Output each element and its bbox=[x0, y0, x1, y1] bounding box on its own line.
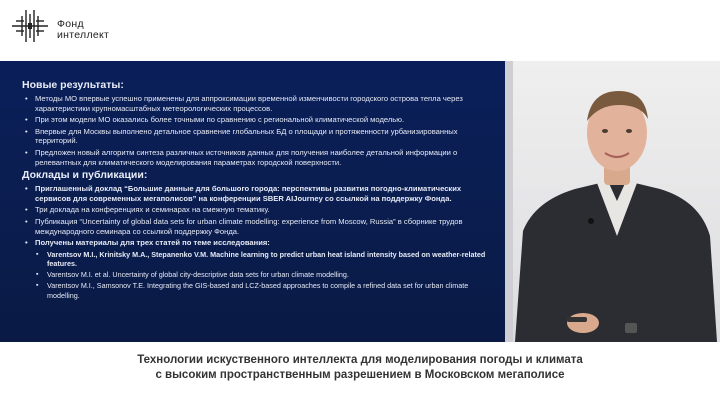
paper-sub-bullet: ▪ Varentsov M.I. et al. Uncertainty of global city-descriptive data sets for urban climate modelling. bbox=[22, 270, 493, 279]
caption-line-2: с высоким пространственным разрешением в Московском мегаполисе bbox=[155, 369, 565, 381]
presentation-slide bbox=[0, 61, 505, 342]
report-bullet: • Публикация “Uncertainty of global data sets for urban climate modelling: experience from Moscow, Russia” в сборнике трудов международного семинара со ссылкой поддержку Фонда. bbox=[22, 217, 493, 236]
section-title-reports: Доклады и публикации: bbox=[22, 169, 148, 182]
report-bullet: • Приглашенный доклад “Большие данные для большого города: перспективы развития погодно-климатических сервисов для современных мегаполисов” на конференции SBER AIJourney со ссылкой на поддержку Фонда. bbox=[22, 184, 493, 203]
paper-sub-bullet: ▪ Varentsov M.I., Samsonov T.E. Integrating the GIS-based and LCZ-based approaches to compile a refined data set for urban climate modelling. bbox=[22, 281, 493, 299]
logo-line-2: интеллект bbox=[57, 29, 110, 41]
result-bullet: • Методы МО впервые успешно применены для аппроксимации временной изменчивости городского острова тепла через характеристики крупномасштабных метеорологических процессов. bbox=[22, 94, 493, 113]
report-bullet: • Получены материалы для трех статей по теме исследования: bbox=[22, 238, 493, 248]
logo-line-1: Фонд bbox=[57, 18, 84, 30]
result-bullet: • Впервые для Москвы выполнено детальное сравнение глобальных БД о площади и протяженности урбанизированных территорий. bbox=[22, 127, 493, 146]
logo-emblem-icon bbox=[10, 6, 50, 46]
presenter-figure bbox=[505, 61, 720, 342]
presenter-video bbox=[505, 61, 720, 342]
logo-wordmark bbox=[57, 19, 109, 41]
video-frame bbox=[0, 61, 720, 342]
report-bullet: • Три доклада на конференциях и семинарах на смежную тематику. bbox=[22, 205, 493, 215]
paper-sub-bullet: ▪ Varentsov M.I., Krinitsky M.A., Stepanenko V.M. Machine learning to predict urban heat island intensity based on weather-related features. bbox=[22, 250, 493, 268]
result-bullet: • При этом модели МО оказались более точными по сравнению с региональной климатической моделью. bbox=[22, 115, 493, 125]
caption-line-1: Технологии искуственного интеллекта для моделирования погоды и климата bbox=[137, 354, 583, 366]
fond-intellekt-logo bbox=[10, 6, 120, 50]
result-bullet: • Предложен новый алгоритм синтеза различных источников данных для получения наиболее детальной информации о релевантных для климатического моделирования параметрах городской поверхности. bbox=[22, 148, 493, 167]
video-caption bbox=[0, 353, 720, 383]
section-title-new-results: Новые результаты: bbox=[22, 79, 124, 91]
